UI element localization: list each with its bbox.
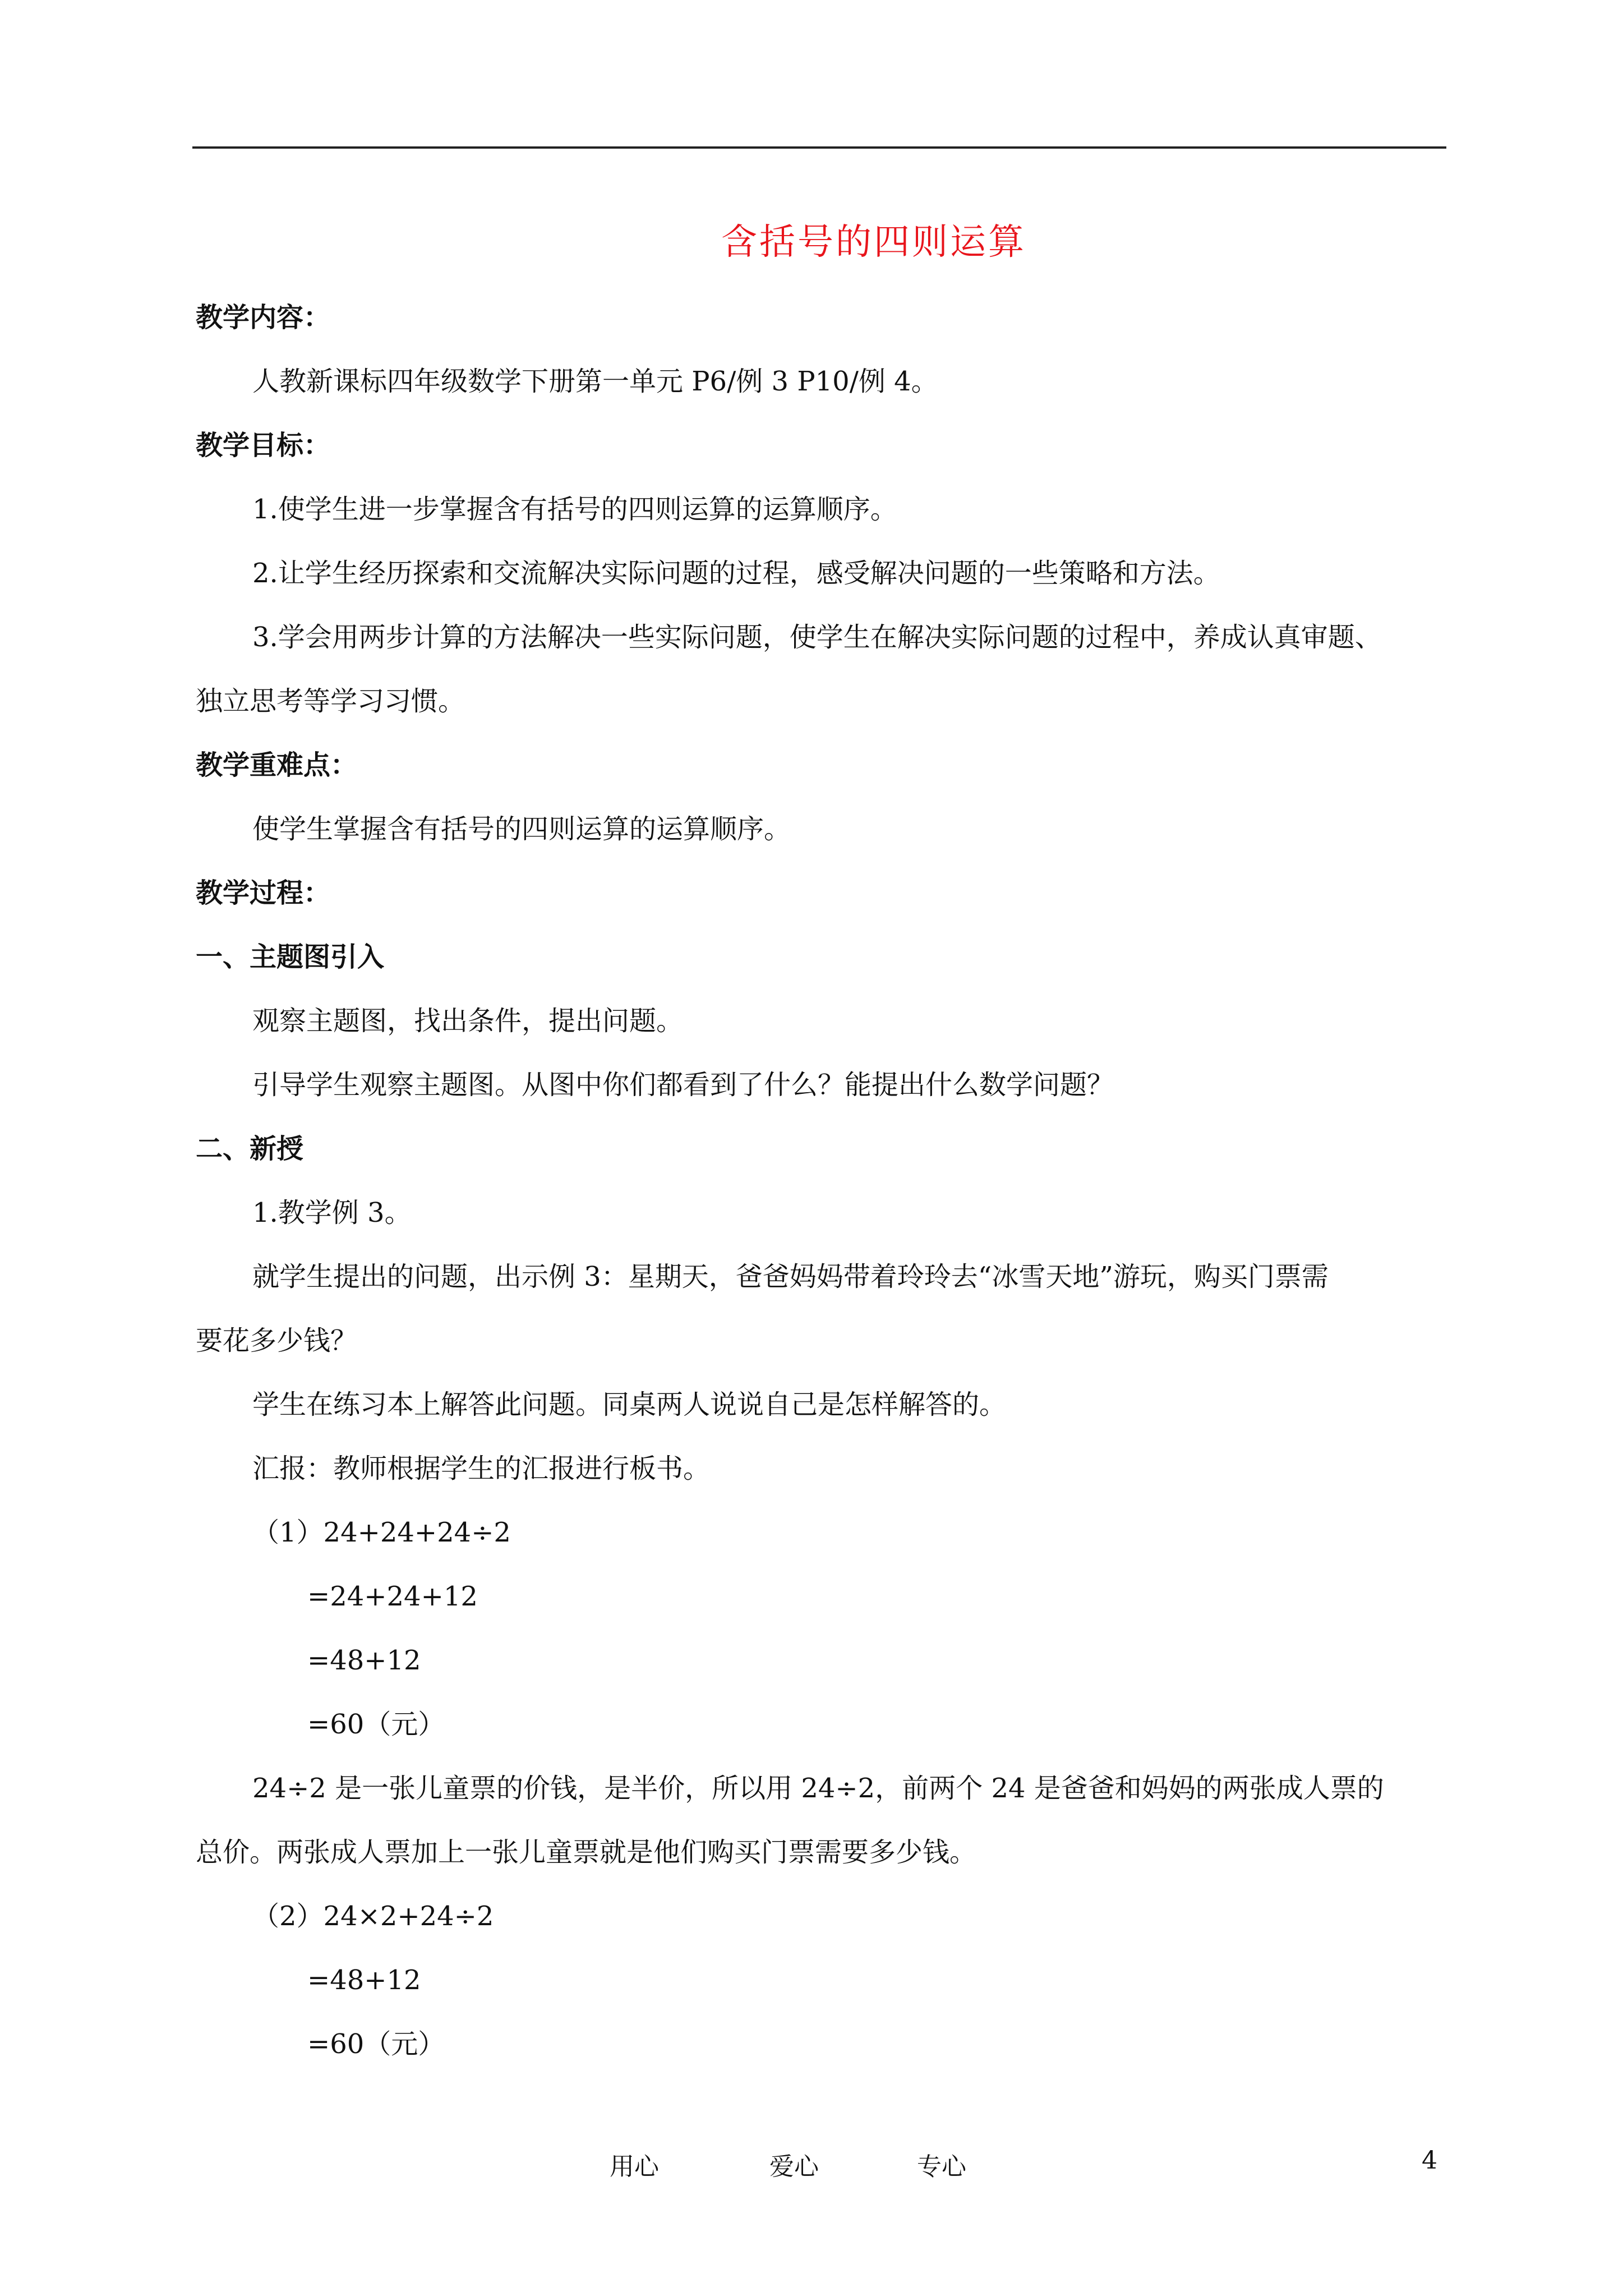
explain-line1: 24÷2 是一张儿童票的价钱，是半价，所以用 24÷2，前两个 24 是爸爸和妈妈的两张成人票的 (252, 1773, 1384, 1804)
goal-item-2: 2.让学生经历探索和交流解决实际问题的过程，感受解决问题的一些策略和方法。 (252, 558, 1220, 589)
example-text-line1: 就学生提出的问题，出示例 3：星期天，爸爸妈妈带着玲玲去“冰雪天地”游玩，购买门票需 (252, 1261, 1329, 1292)
process-heading: 教学过程： (196, 877, 331, 909)
part1-text-1: 观察主题图，找出条件，提出问题。 (252, 1005, 684, 1037)
part1-heading: 一、主题图引入 (196, 941, 385, 973)
footer-motto-1: 用心 (610, 2152, 659, 2181)
goal-item-3-line1: 3.学会用两步计算的方法解决一些实际问题，使学生在解决实际问题的过程中，养成认真审题、 (252, 622, 1382, 653)
content-text: 人教新课标四年级数学下册第一单元 P6/例 3 P10/例 4。 (252, 366, 938, 397)
calc2-line3: =60（元） (307, 2028, 445, 2060)
example-text-line2: 要花多少钱？ (196, 1325, 358, 1356)
part2-heading: 二、新授 (196, 1133, 304, 1165)
goal-item-3-line2: 独立思考等学习习惯。 (196, 685, 465, 717)
key-heading: 教学重难点： (196, 749, 358, 781)
goal-item-1: 1.使学生进一步掌握含有括号的四则运算的运算顺序。 (252, 494, 897, 525)
calc1-line2: =24+24+12 (307, 1581, 478, 1612)
report-text: 汇报：教师根据学生的汇报进行板书。 (252, 1453, 711, 1484)
header-rule (192, 146, 1446, 149)
part1-text-2: 引导学生观察主题图。从图中你们都看到了什么？能提出什么数学问题？ (252, 1069, 1114, 1101)
calc2-line2: =48+12 (307, 1964, 421, 1996)
key-text: 使学生掌握含有括号的四则运算的运算顺序。 (252, 813, 791, 845)
goals-heading: 教学目标： (196, 430, 331, 461)
explain-line2: 总价。两张成人票加上一张儿童票就是他们购买门票需要多少钱。 (196, 1837, 977, 1868)
document-title: 含括号的四则运算 (721, 222, 1026, 263)
example-title: 1.教学例 3。 (252, 1197, 412, 1228)
calc1-line1: （1）24+24+24÷2 (252, 1517, 511, 1548)
practice-text: 学生在练习本上解答此问题。同桌两人说说自己是怎样解答的。 (252, 1389, 1007, 1420)
calc1-line4: =60（元） (307, 1709, 445, 1740)
calc2-line1: （2）24×2+24÷2 (252, 1901, 494, 1932)
footer-motto-2: 爱心 (769, 2152, 819, 2181)
calc1-line3: =48+12 (307, 1645, 421, 1676)
footer-motto-3: 专心 (917, 2152, 966, 2181)
page-number: 4 (1422, 2146, 1437, 2175)
content-heading: 教学内容： (196, 302, 331, 333)
